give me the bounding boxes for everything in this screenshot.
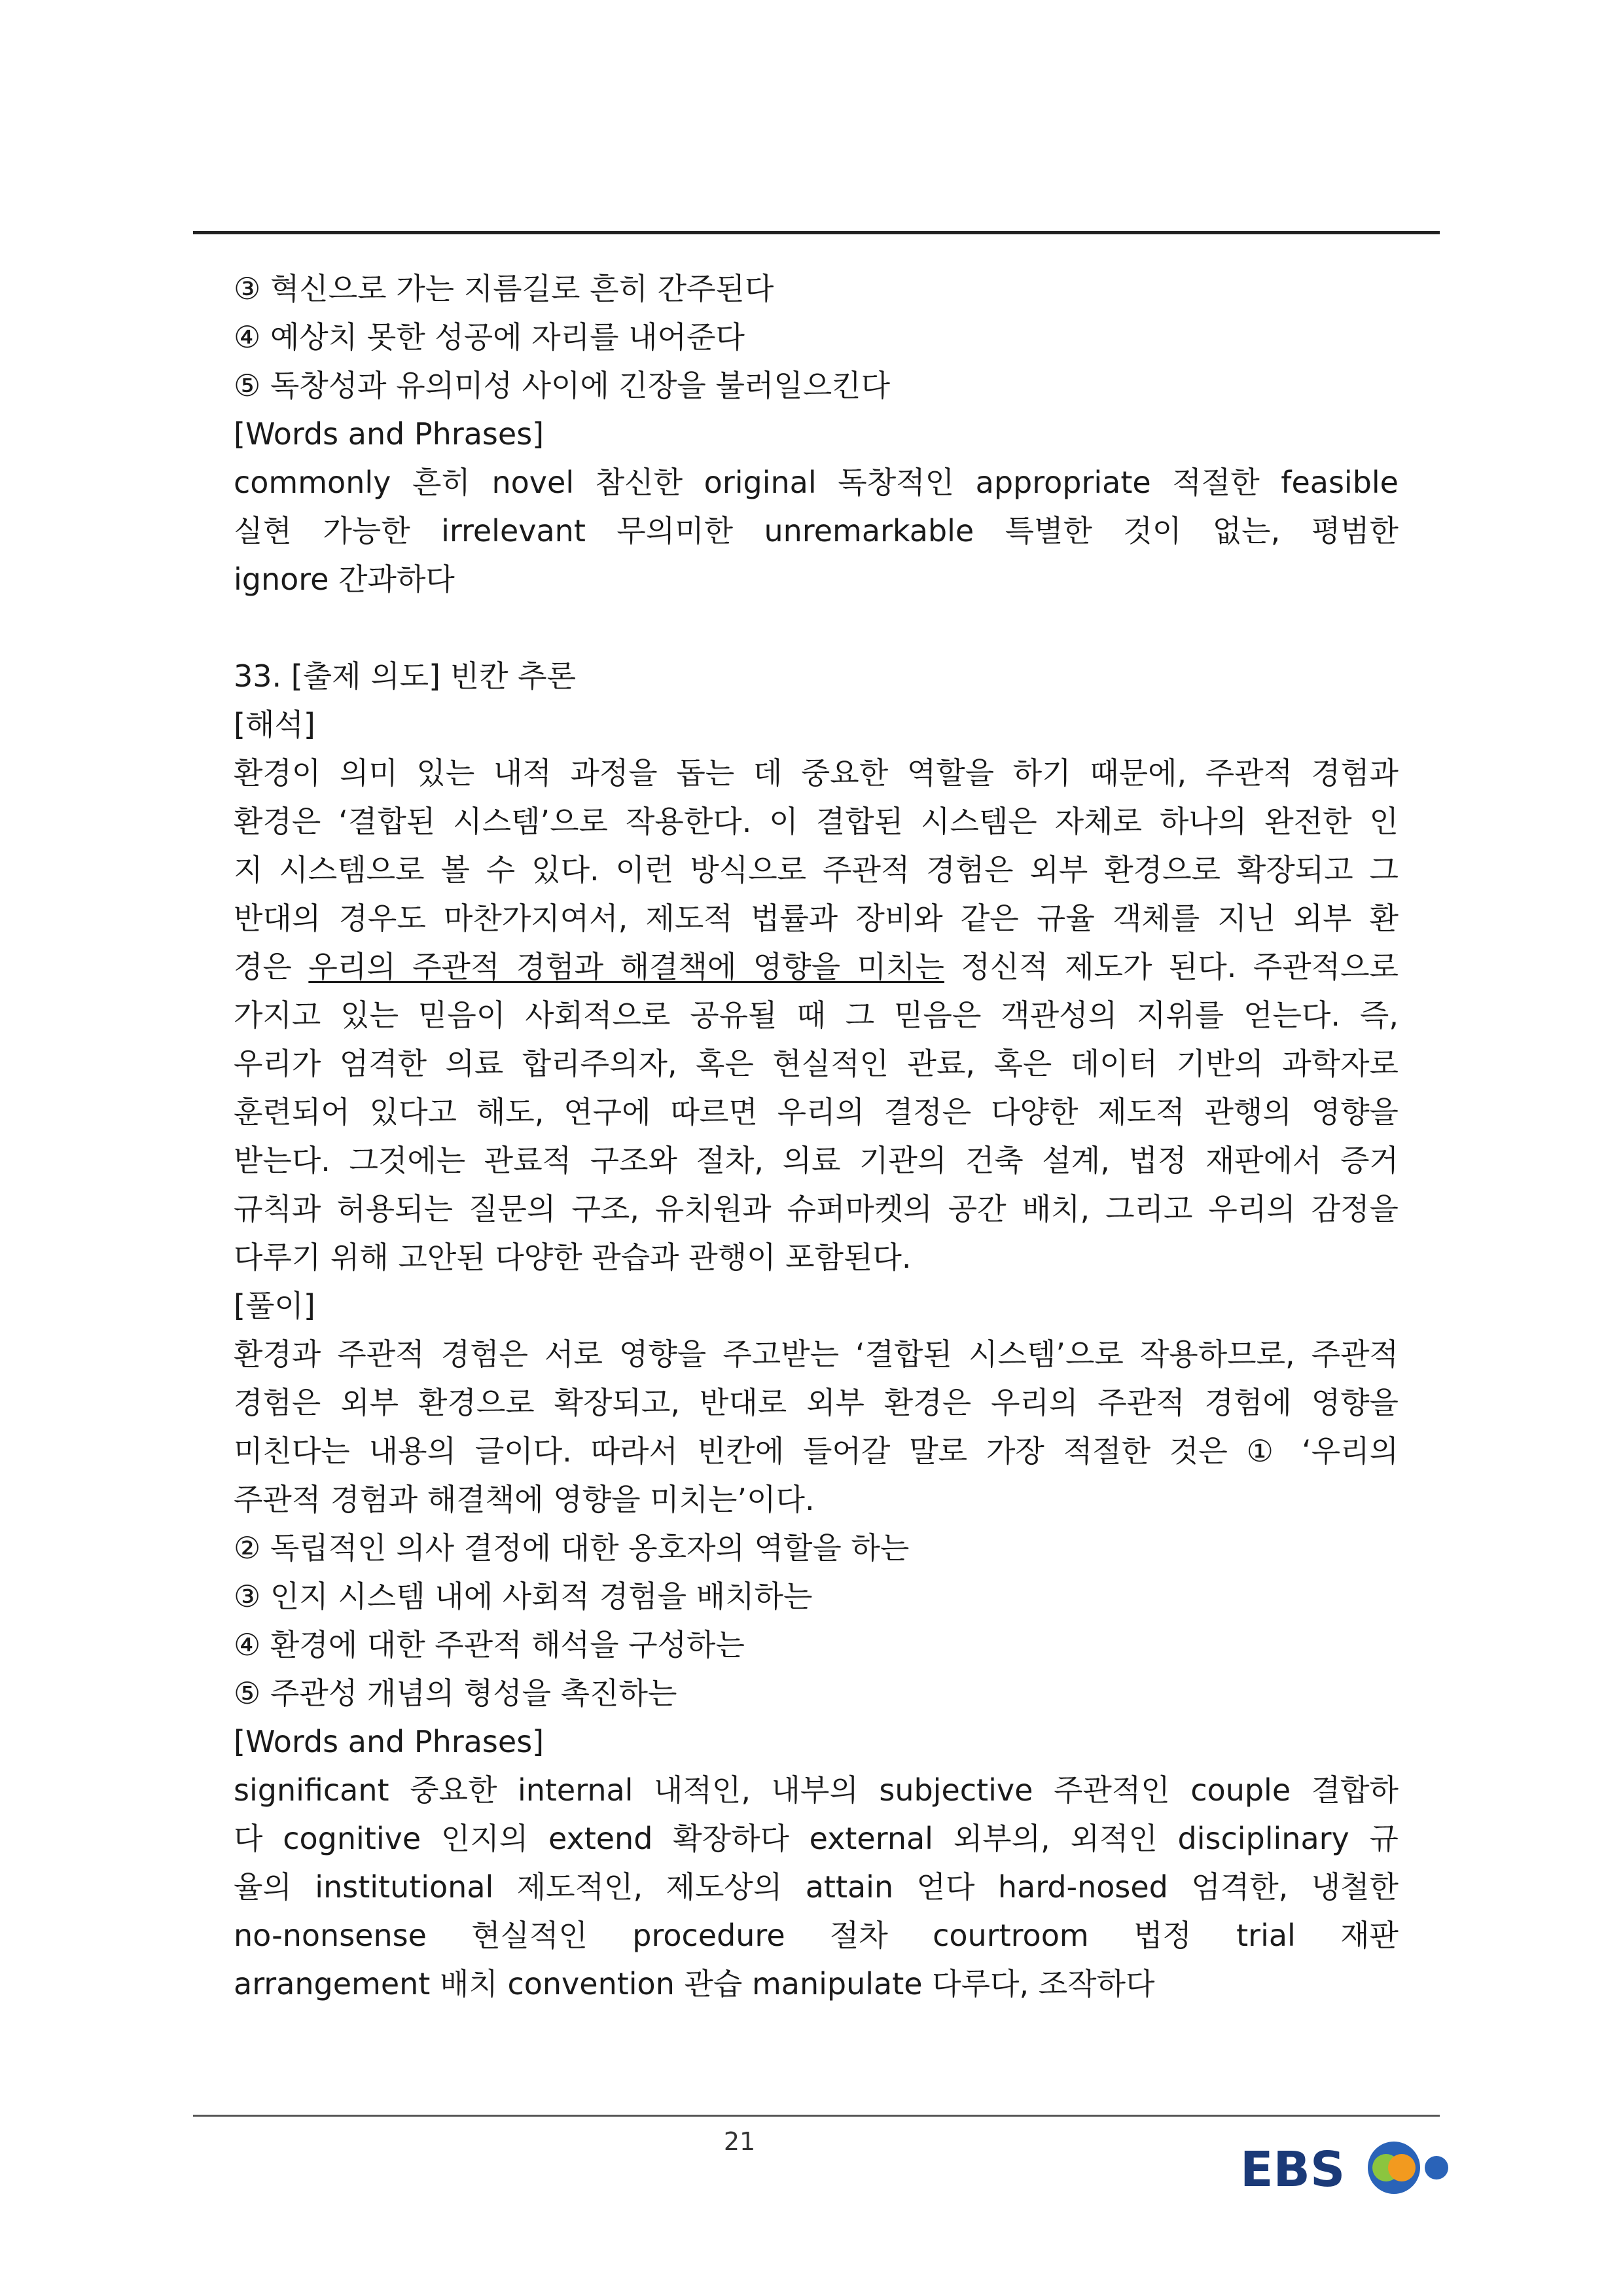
words-line: 율의 institutional 제도적인, 제도상의 attain 얻다 hard-nosed 엄격한, 냉철한 xyxy=(234,1869,1399,1905)
option-5-bottom: ⑤ 주관성 개념의 형성을 촉진하는 xyxy=(234,1676,677,1711)
words-line: 다 cognitive 인지의 extend 확장하다 external 외부의, 외적인 disciplinary 규 xyxy=(234,1821,1399,1856)
question-33-title: 33. [출제 의도] 빈칸 추론 xyxy=(234,658,577,694)
spacer xyxy=(234,603,1399,652)
translation-line xyxy=(234,942,1399,991)
translation-line: 반대의 경우도 마찬가지여서, 제도적 법률과 장비와 같은 규율 객체를 지닌 외부 환 xyxy=(234,901,1399,936)
explanation-line: 미친다는 내용의 글이다. 따라서 빈칸에 들어갈 말로 가장 적절한 것은 ① ‘우리의 xyxy=(234,1433,1399,1469)
option-4-top: ④ 예상치 못한 성공에 자리를 내어준다 xyxy=(234,319,745,355)
words-line: no-nonsense 현실적인 procedure 절차 courtroom 법정 trial 재판 xyxy=(234,1918,1399,1953)
page-number: 21 xyxy=(723,2127,756,2156)
translation-line: 우리가 엄격한 의료 합리주의자, 혹은 현실적인 관료, 혹은 데이터 기반의 과학자로 xyxy=(234,1046,1399,1081)
words-line: ignore 간과하다 xyxy=(234,562,455,597)
ebs-logo-text: EBS xyxy=(1240,2142,1346,2198)
translation-line: 훈련되어 있다고 해도, 연구에 따르면 우리의 결정은 다양한 제도적 관행의 영향을 xyxy=(234,1094,1399,1130)
words-heading: [Words and Phrases] xyxy=(234,1724,544,1759)
words-heading: [Words and Phrases] xyxy=(234,416,544,452)
words-line: commonly 흔히 novel 참신한 original 독창적인 appropriate 적절한 feasible xyxy=(234,465,1399,500)
option-3-bottom: ③ 인지 시스템 내에 사회적 경험을 배치하는 xyxy=(234,1579,813,1614)
header-rule xyxy=(193,231,1440,234)
translation-line: 받는다. 그것에는 관료적 구조와 절차, 의료 기관의 건축 설계, 법정 재판에서 증거 xyxy=(234,1143,1399,1178)
translation-line: 지 시스템으로 볼 수 있다. 이런 방식으로 주관적 경험은 외부 환경으로 확장되고 그 xyxy=(234,852,1399,888)
explanation-line: 환경과 주관적 경험은 서로 영향을 주고받는 ‘결합된 시스템’으로 작용하므로, 주관적 xyxy=(234,1336,1399,1372)
translation-line: 가지고 있는 믿음이 사회적으로 공유될 때 그 믿음은 객관성의 지위를 얻는다. 즉, xyxy=(234,997,1399,1033)
underlined-answer: 우리의 주관적 경험과 해결책에 영향을 미치는 xyxy=(308,949,944,984)
words-line: 실현 가능한 irrelevant 무의미한 unremarkable 특별한 것이 없는, 평범한 xyxy=(234,513,1399,548)
option-3-top: ③ 혁신으로 가는 지름길로 흔히 간주된다 xyxy=(234,271,774,306)
translation-text: 경은 xyxy=(234,949,309,984)
logo-blue-dot-icon xyxy=(1425,2156,1448,2179)
translation-line: 규칙과 허용되는 질문의 구조, 유치원과 슈퍼마켓의 공간 배치, 그리고 우리의 감정을 xyxy=(234,1191,1399,1227)
translation-line: 환경이 의미 있는 내적 과정을 돕는 데 중요한 역할을 하기 때문에, 주관적 경험과 xyxy=(234,755,1399,791)
words-line: significant 중요한 internal 내적인, 내부의 subjective 주관적인 couple 결합하 xyxy=(234,1772,1399,1808)
explanation-line: 주관적 경험과 해결책에 영향을 미치는’이다. xyxy=(234,1482,815,1517)
option-5-top: ⑤ 독창성과 유의미성 사이에 긴장을 불러일으킨다 xyxy=(234,368,891,403)
ebs-logo xyxy=(1240,2134,1456,2199)
translation-text: 정신적 제도가 된다. 주관적으로 xyxy=(944,949,1399,984)
translation-line: 환경은 ‘결합된 시스템’으로 작용한다. 이 결합된 시스템은 자체로 하나의 완전한 인 xyxy=(234,804,1399,839)
option-4-bottom: ④ 환경에 대한 주관적 해석을 구성하는 xyxy=(234,1627,745,1662)
translation-heading: [해석] xyxy=(234,707,315,742)
translation-line: 다루기 위해 고안된 다양한 관습과 관행이 포함된다. xyxy=(234,1240,912,1275)
explanation-heading: [풀이] xyxy=(234,1288,315,1323)
logo-orange-dot-icon xyxy=(1388,2154,1416,2181)
words-line: arrangement 배치 convention 관습 manipulate 다루다, 조작하다 xyxy=(234,1966,1155,2001)
option-2-bottom: ② 독립적인 의사 결정에 대한 옹호자의 역할을 하는 xyxy=(234,1530,910,1566)
page-content xyxy=(234,264,1399,2008)
footer-rule xyxy=(193,2115,1440,2117)
explanation-line: 경험은 외부 환경으로 확장되고, 반대로 외부 환경은 우리의 주관적 경험에 영향을 xyxy=(234,1385,1399,1420)
